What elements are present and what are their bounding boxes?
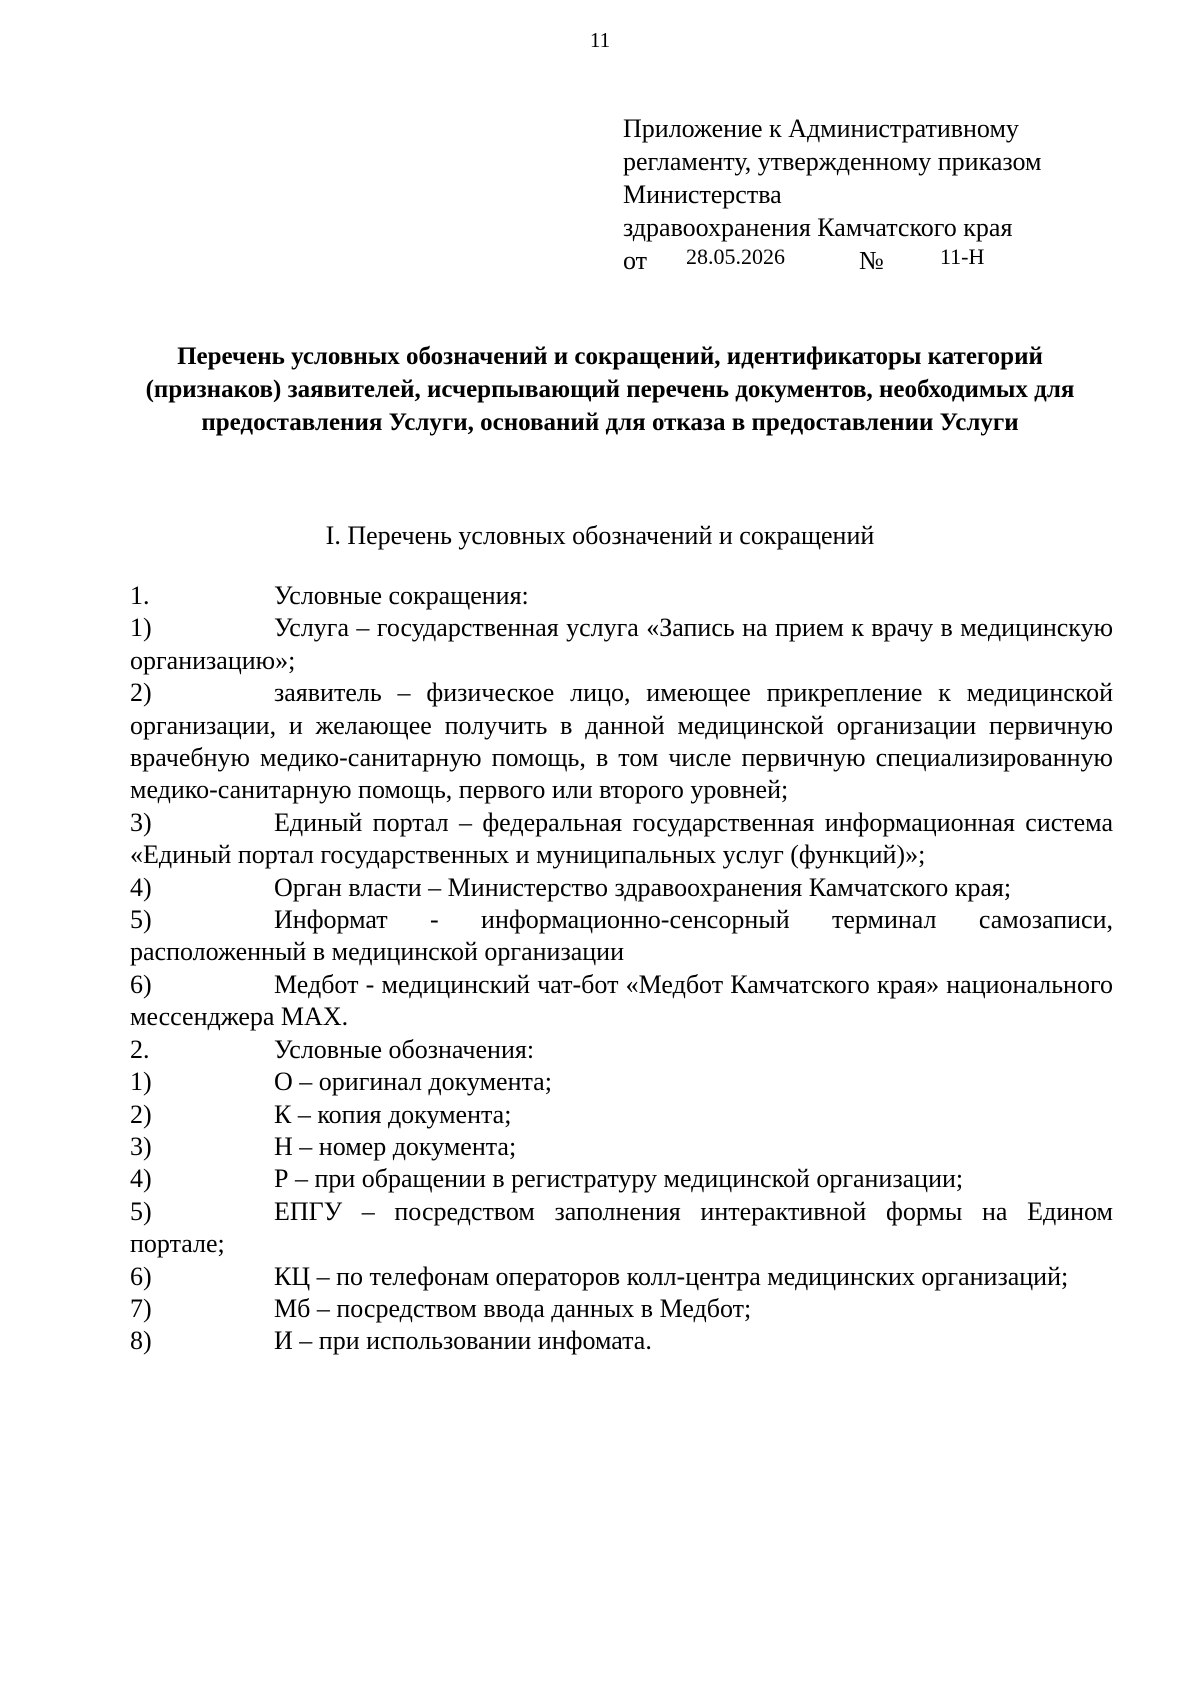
approval-line: здравоохранения Камчатского края — [623, 213, 1013, 242]
from-label: от — [623, 246, 648, 275]
item-text: Условные сокращения: — [274, 581, 529, 610]
list-item — [130, 1131, 1113, 1163]
item-text: И – при использовании инфомата. — [274, 1326, 652, 1356]
page-number: 11 — [589, 28, 611, 52]
item-text: Мб – посредством ввода данных в Медбот; — [274, 1293, 752, 1323]
list-item — [130, 580, 1113, 612]
list-item — [130, 1034, 1113, 1066]
item-number: 3) — [130, 807, 152, 837]
list-item — [130, 1196, 1113, 1261]
item-number: 7) — [130, 1293, 152, 1323]
item-number: 2. — [130, 1034, 150, 1064]
list-item — [130, 1163, 1113, 1195]
document-title: Перечень условных обозначений и сокращений, идентификаторы категорий (признаков) заявителей, исчерпывающий перечень документов, необходимых для предоставления Услуги, оснований для отказа в предоставлении Услуги — [145, 343, 1075, 436]
item-number: 3) — [130, 1131, 152, 1161]
section-heading: I. Перечень условных обозначений и сокращений — [325, 521, 875, 550]
order-date: 28.05.2026 — [686, 244, 785, 269]
item-number: 8) — [130, 1326, 152, 1356]
item-number: 2) — [130, 678, 152, 708]
list-item — [130, 904, 1113, 969]
item-text: Информат - информационно-сенсорный терминал самозаписи, расположенный в медицинской организации — [130, 905, 1113, 967]
list-item — [130, 1099, 1113, 1131]
item-number: 6) — [130, 1261, 152, 1291]
item-number: 4) — [130, 1164, 152, 1194]
list-item — [130, 807, 1113, 872]
item-text: Услуга – государственная услуга «Запись на прием к врачу в медицинскую организацию»; — [130, 613, 1113, 675]
item-text: Единый портал – федеральная государственная информационная система «Единый портал государственных и муниципальных услуг (функций)»; — [130, 807, 1113, 870]
item-number: 1) — [130, 1067, 152, 1097]
order-number: 11-Н — [940, 244, 985, 269]
list-body — [130, 580, 1113, 1358]
item-text: Медбот - медицинский чат-бот «Медбот Камчатского края» национального мессенджера MAX. — [130, 969, 1113, 1032]
item-text: Р – при обращении в регистратуру медицинской организации; — [274, 1164, 964, 1194]
item-text: Условные обозначения: — [274, 1034, 535, 1064]
list-item — [130, 677, 1113, 807]
list-item — [130, 872, 1113, 904]
item-number: 5) — [130, 1196, 152, 1226]
list-item — [130, 612, 1113, 677]
list-item — [130, 969, 1113, 1034]
number-sign: № — [859, 246, 884, 275]
item-text: ЕПГУ – посредством заполнения интерактивной формы на Едином портале; — [130, 1196, 1113, 1259]
item-number: 1. — [130, 581, 150, 610]
item-text: О – оригинал документа; — [274, 1067, 552, 1097]
item-text: Орган власти – Министерство здравоохранения Камчатского края; — [274, 872, 1012, 902]
approval-block — [623, 112, 1143, 278]
item-number: 1) — [130, 613, 152, 643]
list-item — [130, 1293, 1113, 1325]
item-number: 5) — [130, 905, 152, 935]
item-number: 6) — [130, 969, 152, 999]
item-text: КЦ – по телефонам операторов колл-центра медицинских организаций; — [274, 1261, 1069, 1291]
approval-line: Приложение к Административному — [623, 114, 1019, 143]
approval-line: регламенту, утвержденному приказом — [623, 147, 1042, 176]
item-text: Н – номер документа; — [274, 1131, 517, 1161]
list-item — [130, 1066, 1113, 1098]
approval-date-row — [623, 244, 1143, 278]
list-item — [130, 1261, 1113, 1293]
approval-line: Министерства — [623, 180, 782, 209]
item-number: 4) — [130, 872, 152, 902]
list-item — [130, 1325, 1113, 1357]
item-text: заявитель – физическое лицо, имеющее прикрепление к медицинской организации, и желающее получить в данной медицинской организации первичную врачебную медико-санитарную помощь, в том числе первичную специализированную медико-санитарную помощь, первого или второго уровней; — [130, 678, 1113, 805]
item-text: К – копия документа; — [274, 1099, 512, 1129]
item-number: 2) — [130, 1099, 152, 1129]
